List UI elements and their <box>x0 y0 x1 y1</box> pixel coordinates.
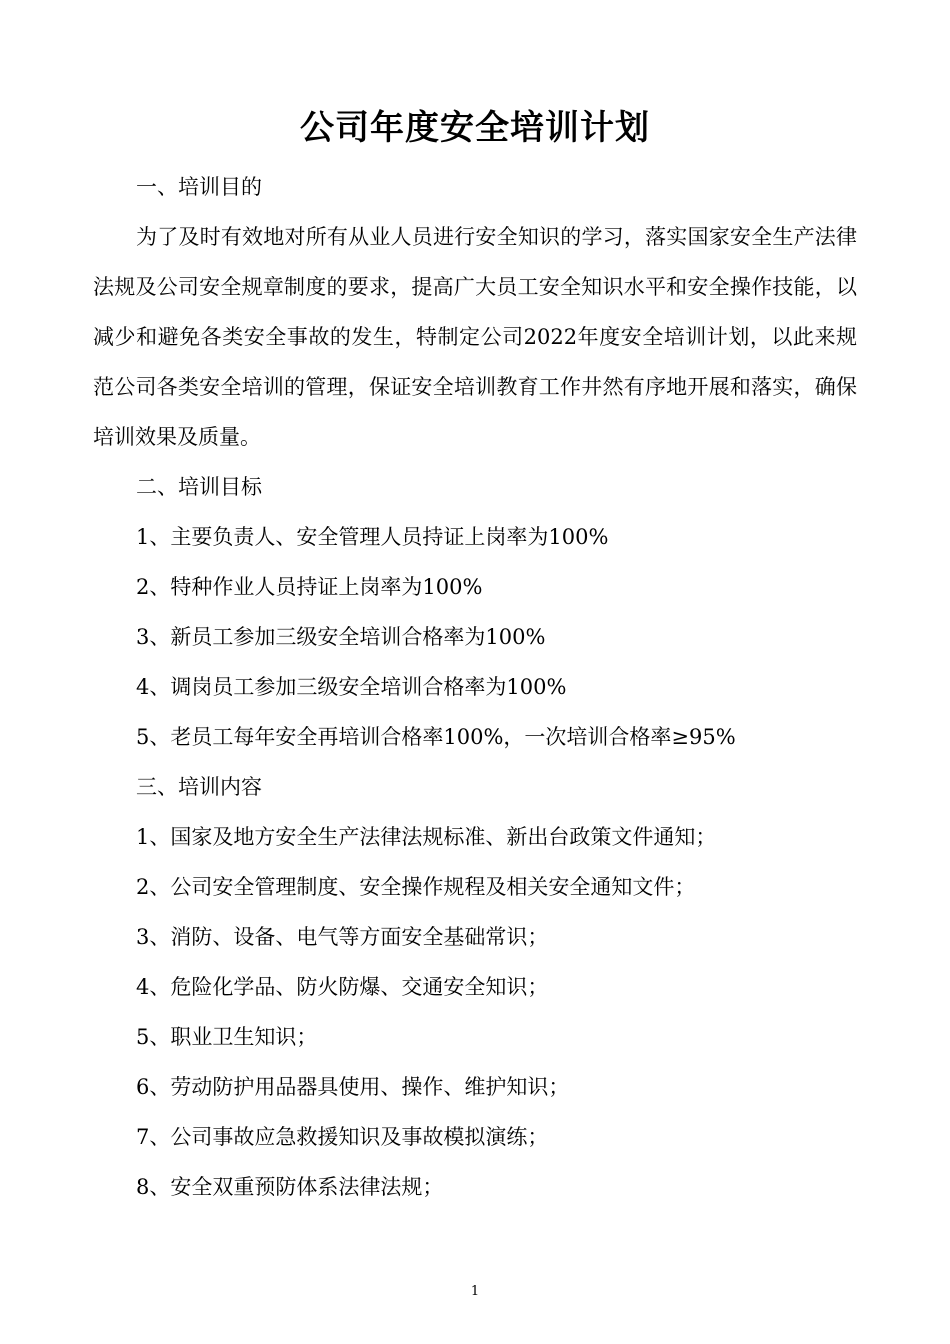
purpose-paragraph: 为了及时有效地对所有从业人员进行安全知识的学习，落实国家安全生产法律法规及公司安全规章制度的要求，提高广大员工安全知识水平和安全操作技能，以减少和避免各类安全事故的发生，特制定公司2022年度安全培训计划，以此来规范公司各类安全培训的管理，保证安全培训教育工作井然有序地开展和落实，确保培训效果及质量。 <box>93 225 857 449</box>
content-item: 8、安全双重预防体系法律法规； <box>136 1175 444 1199</box>
content-item: 5、职业卫生知识； <box>136 1025 318 1049</box>
section-heading-purpose: 一、培训目的 <box>136 175 262 199</box>
content-item: 6、劳动防护用品器具使用、操作、维护知识； <box>136 1075 570 1099</box>
content-item: 1、国家及地方安全生产法律法规标准、新出台政策文件通知； <box>136 825 717 849</box>
goal-item: 1、主要负责人、安全管理人员持证上岗率为100% <box>136 525 609 549</box>
goal-item: 2、特种作业人员持证上岗率为100% <box>136 575 483 599</box>
page-number: 1 <box>470 1284 480 1299</box>
goal-item: 3、新员工参加三级安全培训合格率为100% <box>136 625 546 649</box>
goal-item: 4、调岗员工参加三级安全培训合格率为100% <box>136 675 567 699</box>
document-body <box>93 162 857 1212</box>
goal-item: 5、老员工每年安全再培训合格率100%，一次培训合格率≥95% <box>136 725 736 749</box>
content-item: 7、公司事故应急救援知识及事故模拟演练； <box>136 1125 549 1149</box>
content-item: 3、消防、设备、电气等方面安全基础常识； <box>136 925 549 949</box>
section-heading-content: 三、培训内容 <box>136 775 262 799</box>
section-heading-goals: 二、培训目标 <box>136 475 262 499</box>
content-item: 2、公司安全管理制度、安全操作规程及相关安全通知文件； <box>136 875 696 899</box>
content-item: 4、危险化学品、防火防爆、交通安全知识； <box>136 975 549 999</box>
document-title: 公司年度安全培训计划 <box>300 108 650 148</box>
